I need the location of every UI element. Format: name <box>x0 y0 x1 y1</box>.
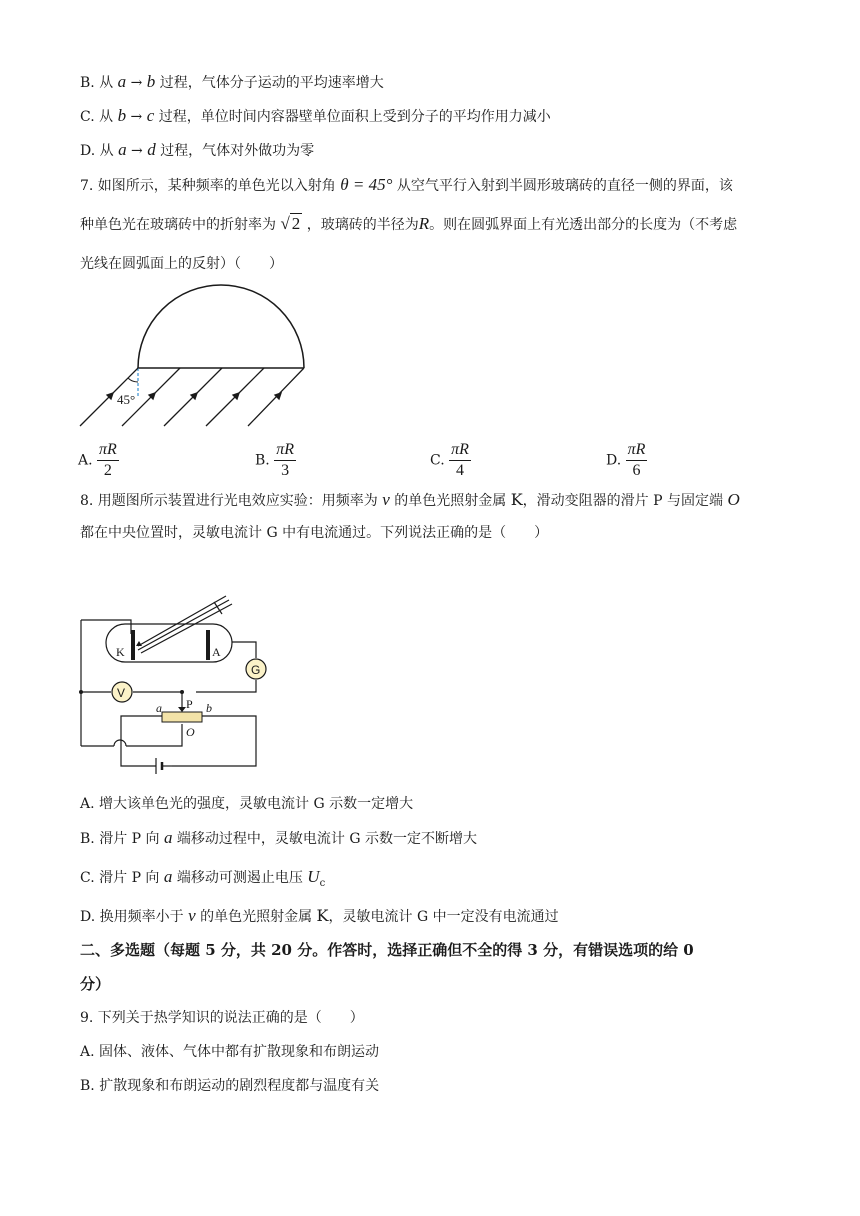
q8-option-b: B. 滑片 P 向 a 端移动过程中，灵敏电流计 G 示数一定不断增大 <box>80 828 478 847</box>
q7-semicircle-figure <box>76 282 316 432</box>
rheostat <box>162 712 202 722</box>
galvanometer-label: G <box>251 663 261 677</box>
cathode-K <box>131 630 135 660</box>
q7-option-a: A. $\frac{\pi R}{2}$ <box>78 441 117 479</box>
q6-option-c: C. 从 b → c 过程，单位时间内容器壁单位面积上受到分子的平均作用力减小 <box>80 106 551 125</box>
q7-option-b: B. $\frac{\pi R}{3}$ <box>255 441 294 479</box>
q7-stem-line3: 光线在圆弧面上的反射）（ ） <box>80 256 283 272</box>
voltmeter-label: V <box>117 686 126 700</box>
q7-stem-line2: 种单色光在玻璃砖中的折射率为 √ 2 ，玻璃砖的半径为R。则在圆弧界面上有光透出部分的长度为（不考虑 <box>80 214 738 233</box>
q8-option-a: A. 增大该单色光的强度，灵敏电流计 G 示数一定增大 <box>80 796 414 812</box>
section-heading-line1: 二、多选题（每题 5 分，共 20 分。作答时，选择正确但不全的得 3 分，有错误选项的给 0 <box>80 941 694 959</box>
q6-option-d: D. 从 a → d 过程，气体对外做功为零 <box>80 140 315 159</box>
fraction: $\frac{\pi R}{4}$ <box>451 441 469 479</box>
q8-circuit-figure <box>76 594 276 780</box>
q8-option-c: C. 滑片 P 向 a 端移动可测遏止电压 $U_c$ <box>80 867 326 889</box>
fraction: $\frac{\pi R}{3}$ <box>276 441 294 479</box>
fraction: $\frac{\pi R}{6}$ <box>627 441 646 479</box>
label-A: A <box>212 645 221 659</box>
semicircle-arc <box>138 285 304 368</box>
sqrt-expression: √ 2 <box>280 214 301 233</box>
angle-label: 45° <box>117 392 136 407</box>
label-O: O <box>186 725 195 739</box>
label-K: K <box>116 645 125 659</box>
q8-stem-line2: 都在中央位置时，灵敏电流计 G 中有电流通过。下列说法正确的是（ ） <box>80 525 549 541</box>
anode-A <box>206 630 210 660</box>
angle-arc <box>128 378 138 382</box>
q6-option-b: B. 从 a → b 过程，气体分子运动的平均速率增大 <box>80 72 384 91</box>
q9-option-b: B. 扩散现象和布朗运动的剧烈程度都与温度有关 <box>80 1078 380 1094</box>
fraction: $\frac{\pi R}{2}$ <box>99 441 117 479</box>
section-heading-line2: 分） <box>80 975 111 993</box>
q9-option-a: A. 固体、液体、气体中都有扩散现象和布朗运动 <box>80 1044 380 1060</box>
label-a: a <box>156 701 162 715</box>
incident-rays <box>80 368 304 426</box>
q7-option-c: C. $\frac{\pi R}{4}$ <box>430 441 469 479</box>
label-b: b <box>206 701 212 715</box>
q7-stem-line1: 7. 如图所示，某种频率的单色光以入射角 θ = 45° 从空气平行入射到半圆形玻璃砖的直径一侧的界面，该 <box>80 175 733 194</box>
q8-stem-line1: 8. 用题图所示装置进行光电效应实验：用频率为 ν 的单色光照射金属 K，滑动变阻器的滑片 P 与固定端 O <box>80 490 740 509</box>
q9-stem: 9. 下列关于热学知识的说法正确的是（ ） <box>80 1010 364 1026</box>
q7-option-d: D. $\frac{\pi R}{6}$ <box>606 441 646 479</box>
q8-option-d: D. 换用频率小于 ν 的单色光照射金属 K，灵敏电流计 G 中一定没有电流通过 <box>80 906 559 925</box>
label-P: P <box>186 697 193 711</box>
